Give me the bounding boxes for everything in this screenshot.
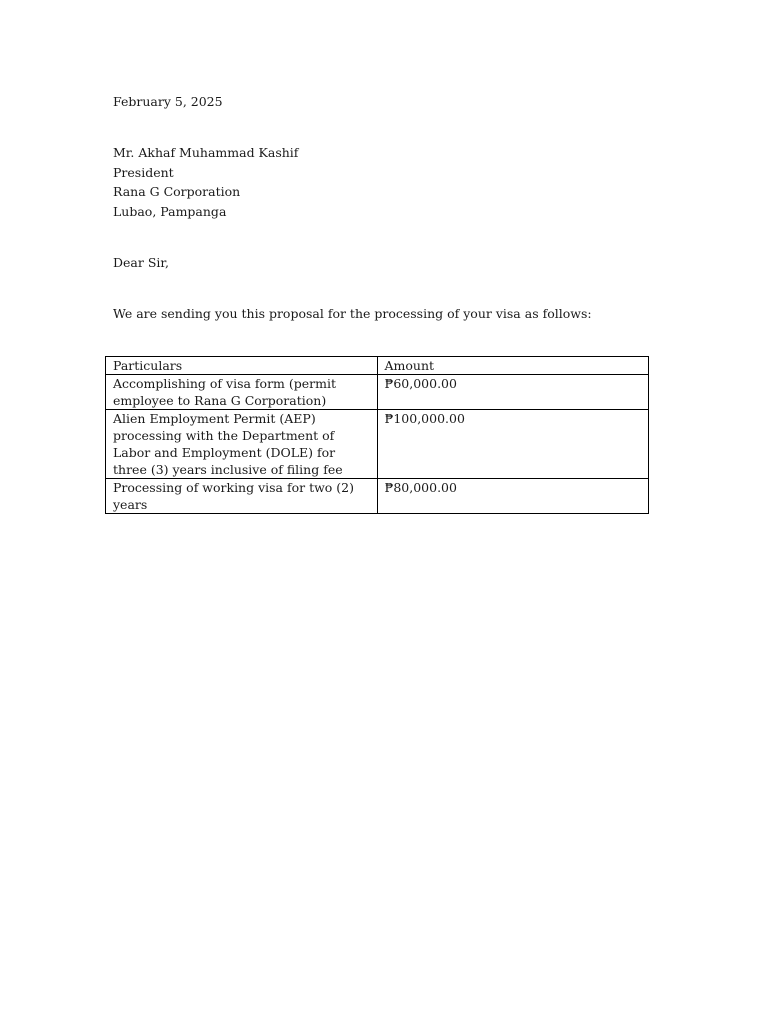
row-particulars: Alien Employment Permit (AEP) processing with the Department of Labor and Employment (DOLE) for three (3) years inclusive of filing fee [106, 410, 378, 479]
row-particulars: Processing of working visa for two (2) years [106, 479, 378, 514]
recipient-title: President [113, 164, 174, 180]
header-amount: Amount [377, 357, 648, 375]
recipient-company: Rana G Corporation [113, 184, 241, 199]
proposal-table [105, 356, 649, 514]
table-row [106, 375, 649, 410]
row-amount: ₱80,000.00 [377, 479, 648, 514]
table-header-row [106, 357, 649, 375]
table-row [106, 479, 649, 514]
table-row [106, 410, 649, 479]
intro-paragraph: We are sending you this proposal for the processing of your visa as follows: [113, 306, 592, 321]
header-particulars: Particulars [106, 357, 378, 375]
recipient-address-block [113, 143, 298, 221]
salutation: Dear Sir, [113, 255, 169, 270]
row-amount: ₱100,000.00 [377, 410, 648, 479]
recipient-location: Lubao, Pampanga [113, 203, 227, 219]
row-particulars: Accomplishing of visa form (permit employee to Rana G Corporation) [106, 375, 378, 410]
recipient-name: Mr. Akhaf Muhammad Kashif [113, 145, 299, 160]
letter-date: February 5, 2025 [113, 94, 223, 109]
row-amount: ₱60,000.00 [377, 375, 648, 410]
